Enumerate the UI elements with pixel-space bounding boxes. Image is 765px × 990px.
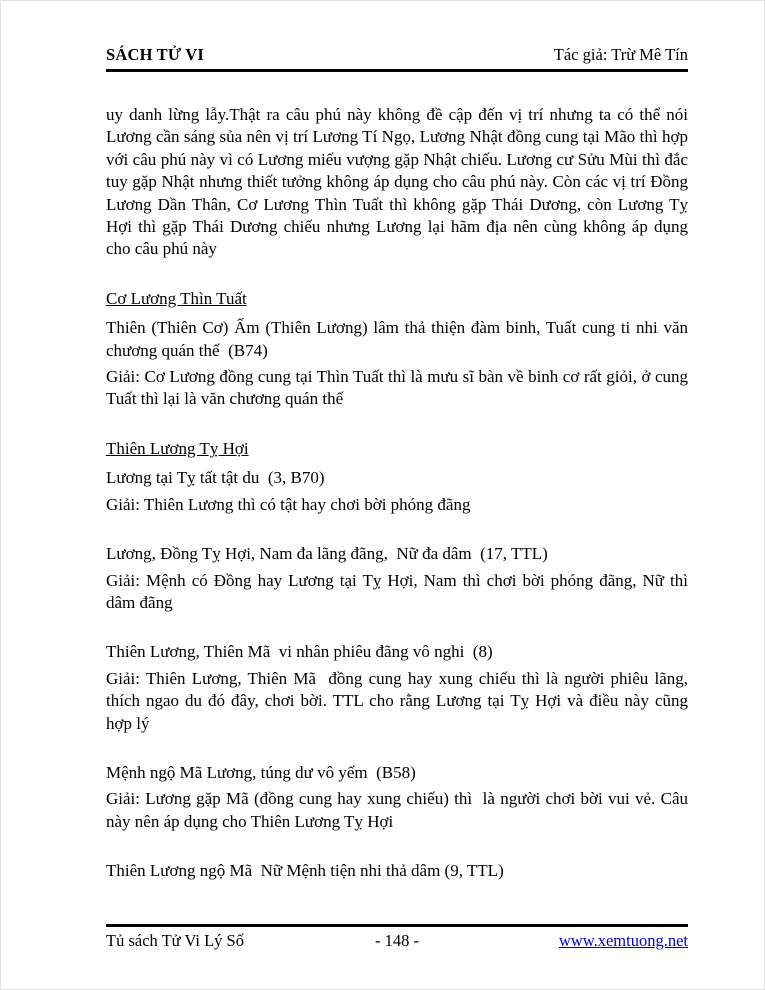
- section-heading: Cơ Lương Thìn Tuất: [106, 288, 247, 308]
- paragraph: Lương, Đồng Tỵ Hợi, Nam đa lãng đãng, Nữ đa dâm (17, TTL): [106, 544, 548, 564]
- paragraph: Thiên Lương, Thiên Mã vi nhân phiêu đãng vô nghi (8): [106, 642, 493, 662]
- paragraph: Giải: Thiên Lương, Thiên Mã đồng cung hay xung chiếu thì là người phiêu lãng, thích ngao du đó đây, chơi bời. TTL cho rằng Lương tại Tỵ Hợi và điều này cũng hợp lý: [106, 668, 693, 733]
- paragraph: Thiên (Thiên Cơ) Ấm (Thiên Lương) lâm thả thiện đàm binh, Tuất cung ti nhi văn chương quán thế (B74): [106, 318, 693, 360]
- intro-paragraph: uy danh lừng lẫy.Thật ra câu phú này không đề cập đến vị trí nhưng ta có thể nói Lương cần sáng sủa nên vị trí Lương Tí Ngọ, Lương Nhật đồng cung tại Mão thì hợp với câu phú này vì có Lương miếu vượng gặp Nhật chiếu. Lương cư Sửu Mùi thì đắc tuy gặp Nhật nhưng thiết tưởng không áp dụng cho câu phú này. Còn các vị trí Đồng Lương Dần Thân, Cơ Lương Thìn Tuất thì không gặp Thái Dương, còn Lương Tỵ Hợi thì gặp Thái Dương chiếu nhưng Lương lại hãm địa nên cùng không áp dụng cho câu phú này: [106, 105, 693, 259]
- book-title: SÁCH TỬ VI: [106, 45, 204, 64]
- paragraph: Giải: Lương gặp Mã (đồng cung hay xung chiếu) thì là người chơi bời vui vẻ. Câu này nên áp dụng cho Thiên Lương Tỵ Hợi: [106, 789, 693, 831]
- author-label: Tác giả: Trừ Mê Tín: [553, 45, 688, 64]
- verse-group: [106, 762, 693, 833]
- website-link[interactable]: www.xemtuong.net: [558, 931, 688, 950]
- body-text: [106, 104, 693, 883]
- page-header: [106, 45, 688, 72]
- footer-series-title: Tủ sách Tử Vi Lý Số: [106, 931, 244, 950]
- page-footer: [106, 924, 688, 951]
- page-number: - 148 -: [375, 931, 419, 950]
- section-thien-luong-ty-hoi: [106, 438, 688, 516]
- verse-group: [106, 860, 688, 882]
- section-co-luong-thin-tuat: [106, 288, 693, 411]
- verse-group: [106, 641, 693, 735]
- section-heading: Thiên Lương Tỵ Hợi: [106, 438, 249, 458]
- paragraph: Giải: Thiên Lương thì có tật hay chơi bời phóng đãng: [106, 494, 471, 514]
- paragraph: Lương tại Tỵ tất tật du (3, B70): [106, 468, 325, 488]
- paragraph: Mệnh ngộ Mã Lương, túng dư vô yếm (B58): [106, 762, 416, 782]
- verse-group: [106, 543, 693, 614]
- paragraph: Thiên Lương ngộ Mã Nữ Mệnh tiện nhi thả dâm (9, TTL): [106, 861, 504, 881]
- paragraph: Giải: Mệnh có Đồng hay Lương tại Tỵ Hợi, Nam thì chơi bời phóng đãng, Nữ thì dâm đãng: [106, 570, 693, 612]
- paragraph: Giải: Cơ Lương đồng cung tại Thìn Tuất thì là mưu sĩ bàn về binh cơ rất giỏi, ở cung Tuất thì lại là văn chương quán thế: [106, 367, 692, 409]
- content-column: [106, 45, 693, 887]
